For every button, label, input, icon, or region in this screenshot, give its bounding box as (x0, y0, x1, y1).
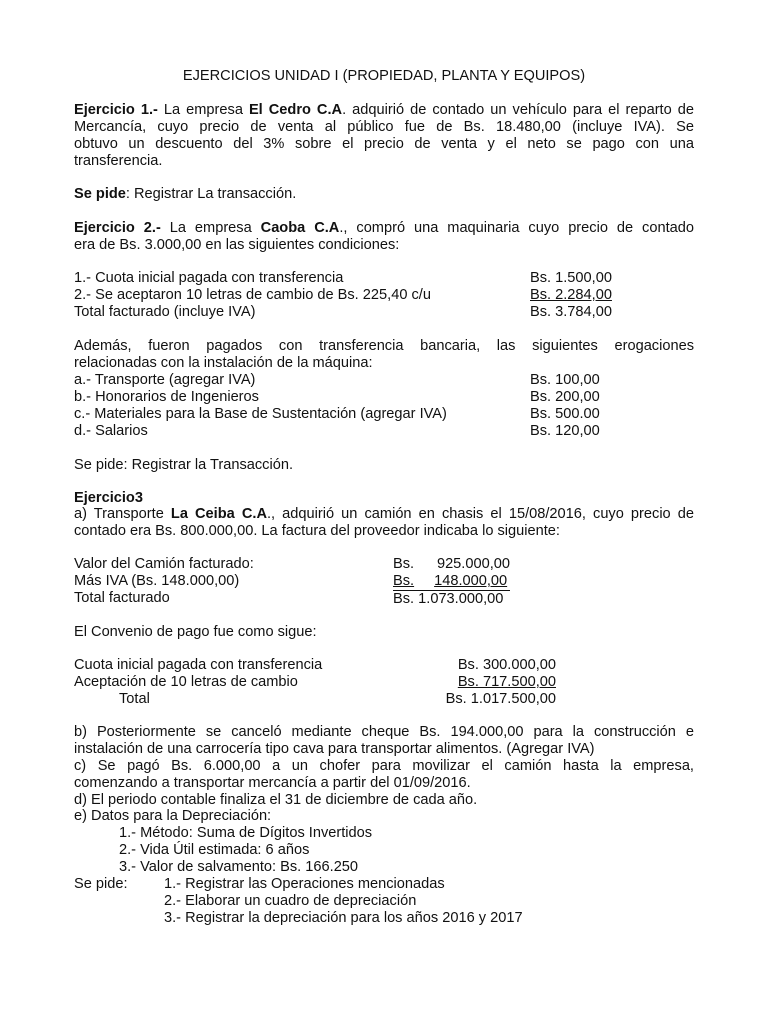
currency: Bs. (393, 591, 415, 607)
exercise-1-label: Ejercicio 1.- (74, 102, 158, 118)
expense-amount: Bs. 200,00 (530, 389, 600, 405)
company-name: La Ceiba C.A (170, 506, 267, 522)
exercise-1-line-2: Mercancía, cuyo precio de venta al público fue de Bs. 18.480,00 (incluye IVA). Se (74, 119, 694, 135)
text-run: ., adquirió un camión en chasis el 15/08/2016, cuyo precio de (266, 506, 694, 522)
amount-value: 148.000,00 (434, 573, 508, 589)
invoice-text: Total facturado (74, 590, 170, 606)
exercise-1-line-3: obtuvo un descuento del 3% sobre el precio de venta y el neto se pago con una (74, 136, 694, 152)
depreciation-item: 3.- Valor de salvamento: Bs. 166.250 (119, 859, 359, 875)
agreement-text: Aceptación de 10 letras de cambio (74, 674, 298, 690)
condition-amount: Bs. 1.500,00 (530, 270, 612, 286)
company-name: El Cedro C.A (248, 102, 343, 118)
agreement-amount: Bs. 1.017.500,00 (445, 691, 556, 707)
invoice-text: Valor del Camión facturado: (74, 556, 254, 572)
exercise-3-b-line-1: b) Posteriormente se canceló mediante cheque Bs. 194.000,00 para la construcción e (74, 724, 694, 740)
invoice-amount (393, 556, 510, 573)
exercise-3-b-line-2: instalación de una carrocería tipo cava para transportar alimentos. (Agregar IVA) (74, 741, 595, 757)
exercise-3-line-2: contado era Bs. 800.000,00. La factura del proveedor indicaba lo siguiente: (74, 523, 560, 539)
expense-text: d.- Salarios (74, 423, 148, 439)
expense-text: c.- Materiales para la Base de Sustentación (agregar IVA) (74, 406, 447, 422)
invoice-amount (393, 590, 510, 608)
exercise-3-d: d) El periodo contable finaliza el 31 de diciembre de cada año. (74, 792, 478, 808)
condition-text: Total facturado (incluye IVA) (74, 304, 256, 320)
expense-amount: Bs. 500.00 (530, 406, 600, 422)
request-text: : Registrar La transacción. (125, 186, 297, 202)
depreciation-item: 1.- Método: Suma de Dígitos Invertidos (119, 825, 373, 841)
invoice-amount (393, 573, 510, 590)
exercise-3-c-line-2: comenzando a transportar mercancía a partir del 01/09/2016. (74, 775, 471, 791)
text-run: ., compró una maquinaria cuyo precio de contado (339, 220, 694, 236)
agreement-text: Cuota inicial pagada con transferencia (74, 657, 323, 673)
text-run: La empresa (157, 102, 249, 118)
exercise-3-line-1 (74, 506, 694, 523)
condition-amount: Bs. 3.784,00 (530, 304, 612, 320)
request-label: Se pide (74, 186, 126, 202)
expense-amount: Bs. 100,00 (530, 372, 600, 388)
task-item: 1.- Registrar las Operaciones mencionadas (164, 876, 445, 892)
exercise-3-label (74, 490, 143, 507)
currency: Bs. (393, 556, 415, 572)
agreement-title: El Convenio de pago fue como sigue: (74, 624, 317, 640)
text-run: . adquirió de contado un vehículo para el reparto de (342, 102, 694, 118)
expense-amount: Bs. 120,00 (530, 423, 600, 439)
exercise-2-paragraph-line-1: Además, fueron pagados con transferencia bancaria, las siguientes erogaciones (74, 338, 694, 354)
exercise-1-request (74, 186, 296, 203)
condition-amount: Bs. 2.284,00 (530, 287, 612, 303)
agreement-amount: Bs. 300.000,00 (457, 657, 556, 673)
exercise-2-request: Se pide: Registrar la Transacción. (74, 457, 294, 473)
condition-text: 1.- Cuota inicial pagada con transferencia (74, 270, 344, 286)
task-item: 3.- Registrar la depreciación para los años 2016 y 2017 (164, 910, 523, 926)
currency: Bs. (393, 573, 415, 589)
exercise-3-e: e) Datos para la Depreciación: (74, 808, 272, 824)
company-name: Caoba C.A (260, 220, 340, 236)
agreement-text: Total (119, 691, 150, 707)
expense-text: b.- Honorarios de Ingenieros (74, 389, 259, 405)
invoice-text: Más IVA (Bs. 148.000,00) (74, 573, 240, 589)
exercise-3-c-line-1: c) Se pagó Bs. 6.000,00 a un chofer para movilizar el camión hasta la empresa, (74, 758, 694, 774)
exercise-2-line-2: era de Bs. 3.000,00 en las siguientes condiciones: (74, 237, 400, 253)
amount-value: 1.073.000,00 (418, 591, 504, 607)
exercise-2-label: Ejercicio 2.- (74, 220, 161, 236)
page-title: EJERCICIOS UNIDAD I (PROPIEDAD, PLANTA Y EQUIPOS) (182, 68, 586, 84)
condition-text: 2.- Se aceptaron 10 letras de cambio de Bs. 225,40 c/u (74, 287, 431, 303)
depreciation-item: 2.- Vida Útil estimada: 6 años (119, 842, 310, 858)
text-run: La empresa (160, 220, 261, 236)
text-run: a) Transporte (74, 506, 171, 522)
exercise-2-line-1 (74, 220, 694, 237)
task-item: 2.- Elaborar un cuadro de depreciación (164, 893, 417, 909)
exercise-1-line-1 (74, 102, 694, 119)
exercise-1-line-4: transferencia. (74, 153, 163, 169)
expense-text: a.- Transporte (agregar IVA) (74, 372, 256, 388)
exercise-3-label-text: Ejercicio3 (74, 490, 143, 506)
exercise-2-paragraph-line-2: relacionadas con la instalación de la máquina: (74, 355, 373, 371)
agreement-amount: Bs. 717.500,00 (457, 674, 556, 690)
amount-value: 925.000,00 (436, 556, 510, 572)
exercise-3-request-label: Se pide: (74, 876, 128, 892)
